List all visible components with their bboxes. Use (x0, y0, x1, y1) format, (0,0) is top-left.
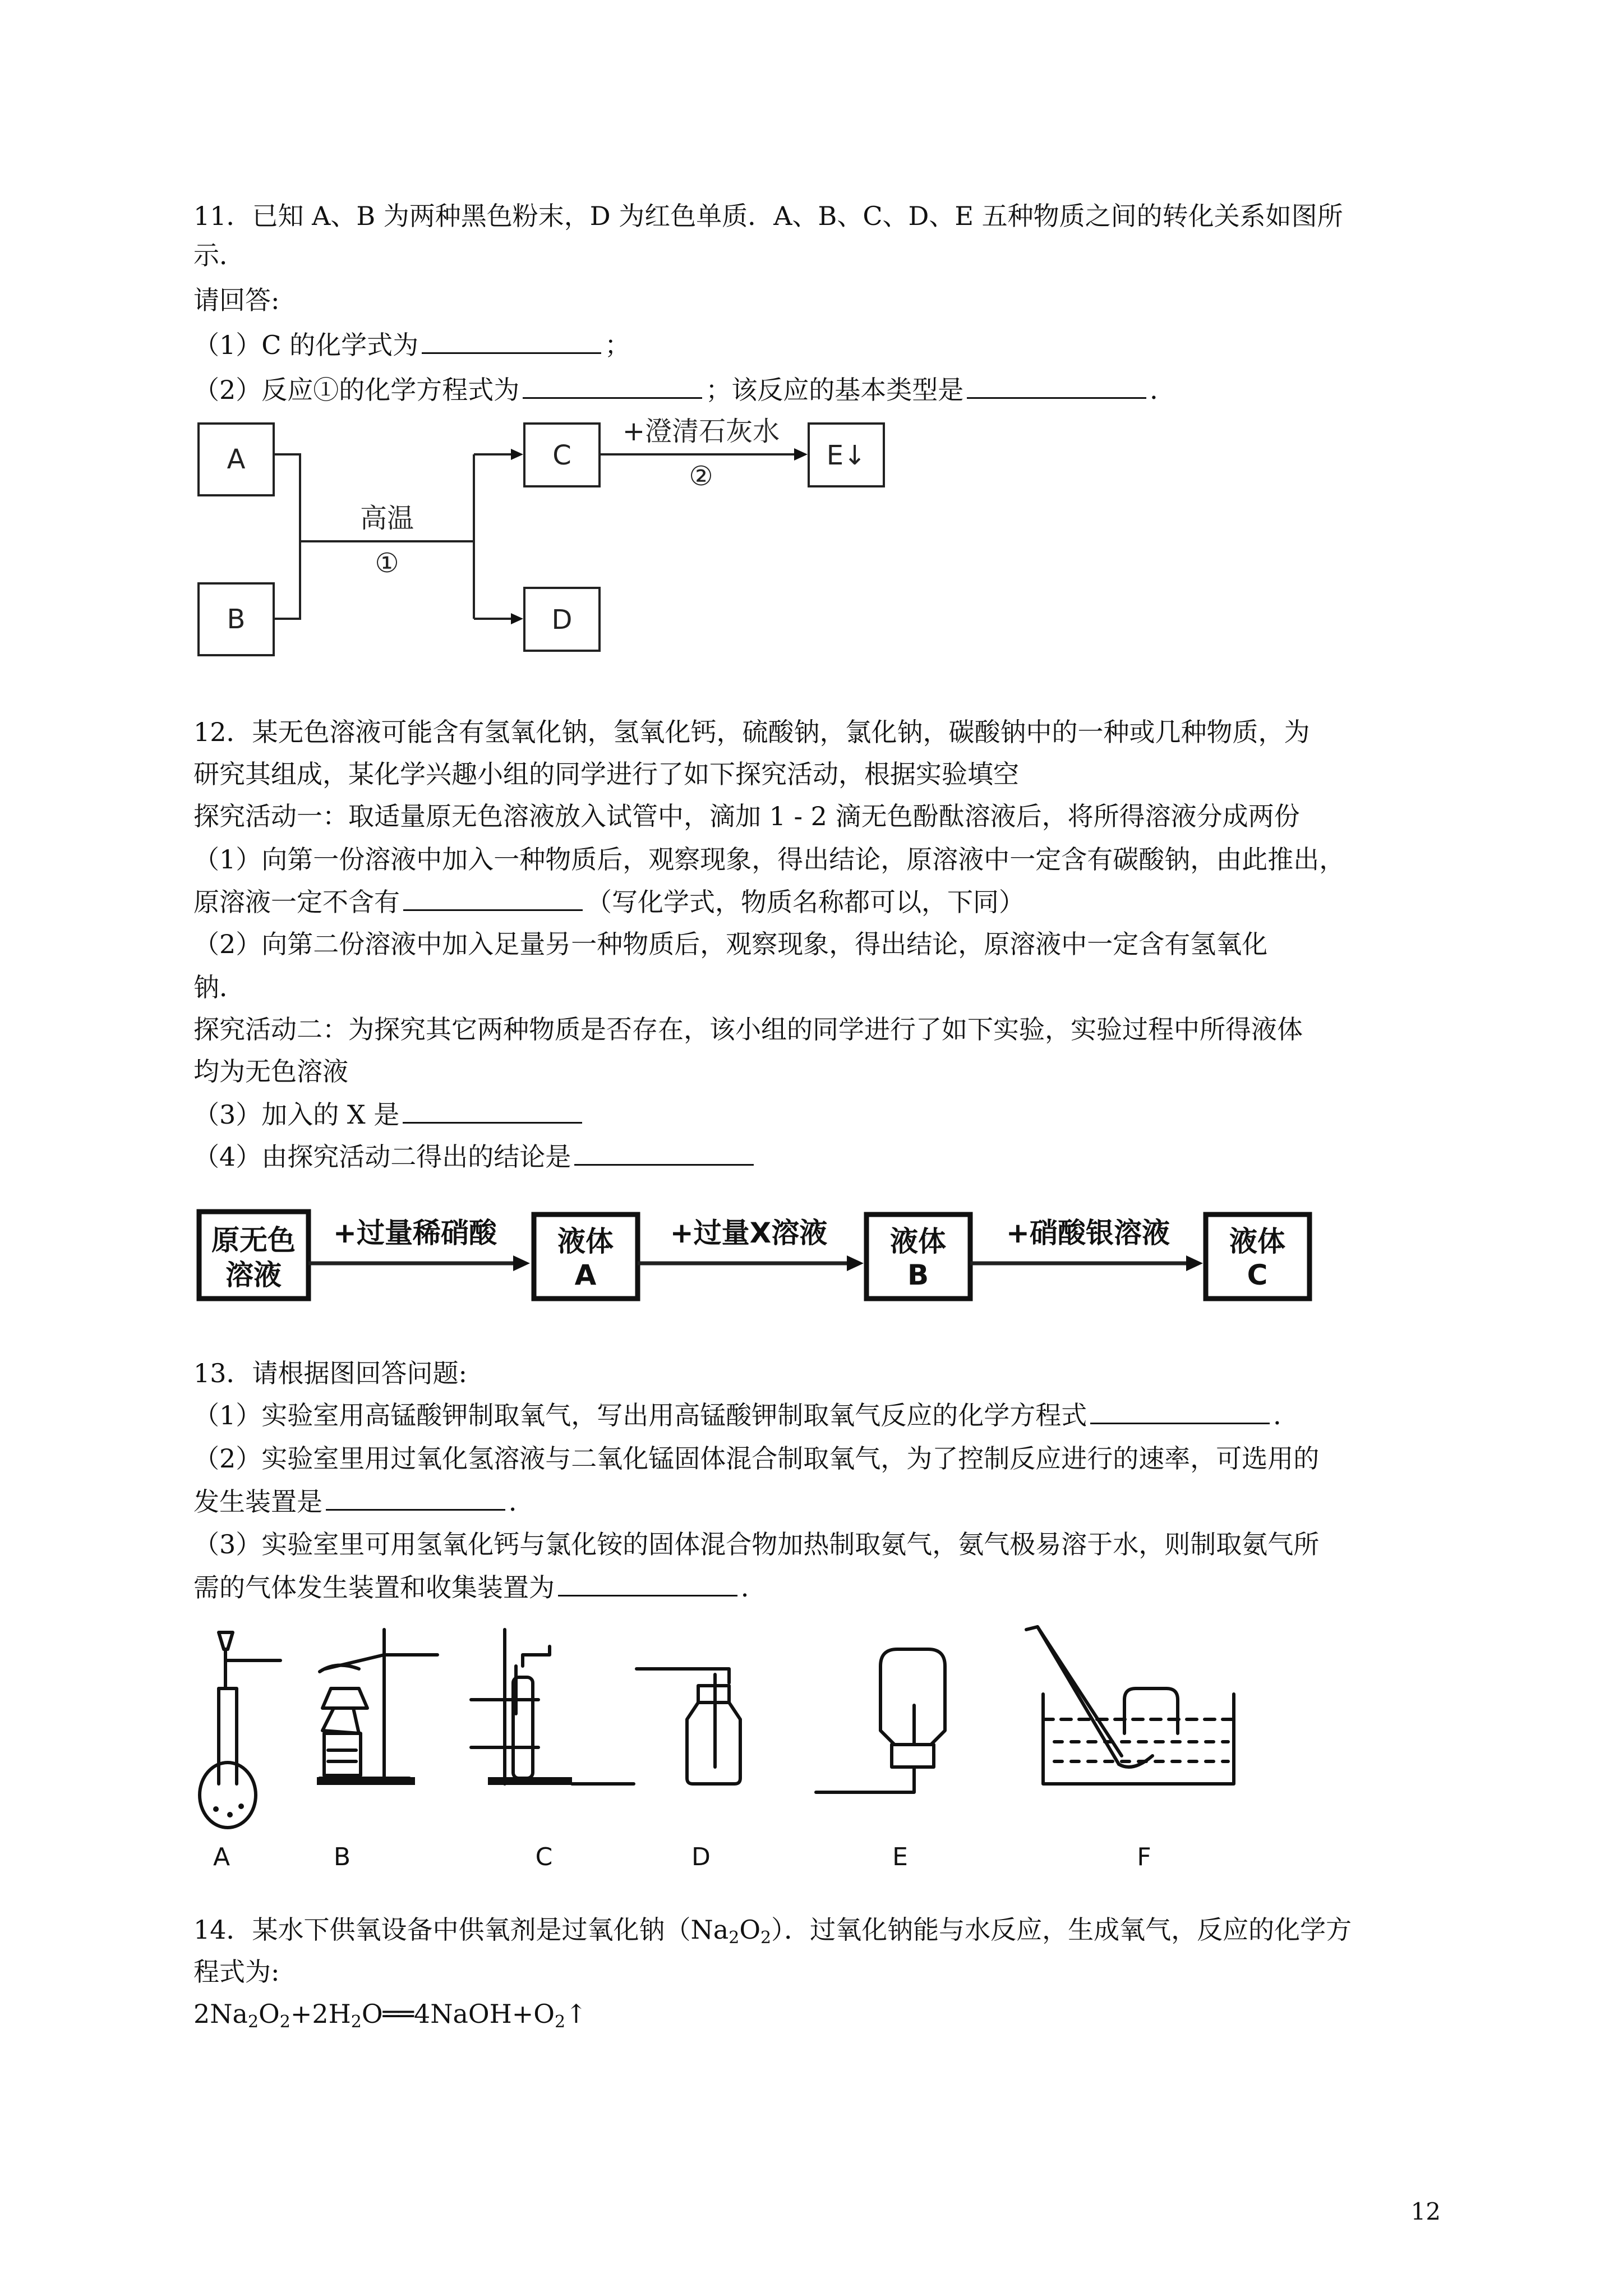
apparatus-label-e: E (892, 1843, 908, 1871)
q14-eq-sub-4: 2 (555, 2012, 566, 2032)
apparatus-label-a: A (213, 1843, 230, 1871)
q14-eq-a: 2Na (193, 1999, 248, 2029)
q12-line2: 研究其组成，某化学兴趣小组的同学进行了如下探究活动，根据实验填空 (193, 759, 1019, 789)
q14-line2: 程式为: (193, 1957, 280, 1987)
q12-part3 (193, 1098, 585, 1131)
q13-part2-line2 (193, 1485, 534, 1519)
q13-part1-end: ． (1273, 1400, 1299, 1430)
q12-arrowhead-2 (847, 1255, 864, 1271)
q11-part1-blank[interactable] (422, 329, 601, 354)
q14-line1-a: 14．某水下供氧设备中供氧剂是过氧化钠（Na (193, 1915, 729, 1945)
q11-part1 (193, 328, 630, 362)
q13-part1-blank[interactable] (1090, 1399, 1270, 1424)
q12-flow-diagram (191, 1200, 1329, 1313)
q14-sub-1: 2 (728, 1928, 740, 1948)
q12-line1: 12．某无色溶液可能含有氢氧化钠，氢氧化钙，硫酸钠，氯化钠，碳酸钠中的一种或几种物质，为 (193, 717, 1310, 747)
q12-part4-text: （4）由探究活动二得出的结论是 (193, 1142, 571, 1172)
q14-sub-2: 2 (760, 1928, 772, 1948)
q12-box-start-line2: 溶液 (225, 1259, 282, 1291)
q12-part4-blank[interactable] (574, 1140, 754, 1166)
apparatus-b-heating-icon (317, 1630, 437, 1785)
q12-arrowhead-1 (513, 1255, 530, 1271)
apparatus-label-c: C (535, 1843, 553, 1871)
q11-arrowhead-e (794, 448, 808, 461)
q13-part2-end: ． (509, 1487, 534, 1517)
q14-eq-d: O══4NaOH+O (361, 1999, 555, 2029)
q12-box-a-line1: 液体 (557, 1225, 614, 1258)
q14-line1-c: ）．过氧化钠能与水反应，生成氧气，反应的化学方 (771, 1915, 1352, 1945)
q14-line1 (193, 1913, 1352, 1955)
apparatus-label-f: F (1137, 1843, 1151, 1871)
q12-line7: 钠． (193, 972, 245, 1002)
q11-part2-text: （2）反应①的化学方程式为 (193, 375, 520, 405)
q11-arrowhead-d (511, 613, 523, 624)
apparatus-d-bottle-icon (637, 1669, 740, 1784)
q12-part4 (193, 1140, 757, 1174)
q12-line3: 探究活动一：取适量原无色溶液放入试管中，滴加 1 - 2 滴无色酚酞溶液后，将所得溶液分成两份 (193, 801, 1300, 831)
q13-part3-line2 (193, 1571, 767, 1604)
q13-part3-text: 需的气体发生装置和收集装置为 (193, 1572, 555, 1603)
q12-step2-label: +过量X溶液 (670, 1217, 828, 1249)
q12-box-b-line2: B (907, 1259, 929, 1291)
q12-part3-blank[interactable] (403, 1098, 582, 1124)
q12-box-c-line1: 液体 (1229, 1225, 1285, 1258)
q13-apparatus-figure (191, 1616, 1256, 1874)
q14-eq-sub-2: 2 (279, 2012, 291, 2032)
page-number: 12 (1410, 2198, 1441, 2225)
q11-reaction-diagram (191, 415, 976, 662)
q12-line5 (193, 885, 1025, 919)
q12-line8: 探究活动二：为探究其它两种物质是否存在，该小组的同学进行了如下实验，实验过程中所得液体 (193, 1014, 1303, 1045)
q11-box-e-label: E↓ (826, 440, 866, 471)
q14-eq-b: O (259, 1999, 280, 2029)
apparatus-a-flask-icon (200, 1632, 280, 1828)
q12-line6: （2）向第二份溶液中加入足量另一种物质后，观察现象，得出结论，原溶液中一定含有氢氧化 (193, 929, 1268, 959)
q11-part2-blank1[interactable] (523, 374, 702, 399)
q13-line1: 13．请根据图回答问题: (193, 1358, 468, 1388)
q11-box-c-label: C (552, 440, 571, 471)
q12-line4: （1）向第一份溶液中加入一种物质后，观察现象，得出结论，原溶液中一定含有碳酸钠，由此推出， (193, 844, 1345, 875)
q11-condition-high-temp: 高温 (359, 503, 414, 534)
q11-part2-end: ． (1150, 375, 1176, 405)
q12-line5-note: （写化学式，物质名称都可以，下同） (586, 887, 1025, 917)
q11-line2: 示． (193, 240, 245, 270)
q12-box-b-line1: 液体 (890, 1225, 946, 1258)
q13-part1 (193, 1398, 1299, 1432)
q12-part1-blank[interactable] (403, 886, 583, 911)
q13-part2-blank[interactable] (326, 1485, 505, 1511)
q11-box-a-label: A (227, 444, 246, 475)
q13-part3-end: ． (741, 1572, 767, 1603)
q14-eq-sub-3: 2 (351, 2012, 362, 2032)
q11-part2-blank2[interactable] (967, 374, 1146, 399)
apparatus-label-b: B (333, 1843, 351, 1871)
q14-eq-c: +2H (290, 1999, 351, 2029)
q11-part1-end: ； (605, 330, 631, 360)
q14-equation (193, 1997, 587, 2039)
q11-arrowhead-c (511, 449, 523, 460)
q11-condition-2-mark: ② (689, 461, 713, 492)
q11-line3: 请回答: (193, 285, 280, 315)
q12-line9: 均为无色溶液 (193, 1056, 348, 1087)
q11-box-b-label: B (227, 604, 246, 635)
apparatus-c-tube-icon (471, 1630, 634, 1785)
q11-bracket-left (274, 454, 300, 619)
apparatus-f-water-trough-icon (1026, 1627, 1234, 1784)
q11-part1-text: （1）C 的化学式为 (193, 330, 419, 360)
q11-box-d-label: D (551, 604, 573, 636)
q12-part3-text: （3）加入的 X 是 (193, 1099, 400, 1130)
q12-box-c-line2: C (1247, 1259, 1268, 1291)
q13-part3-blank[interactable] (558, 1571, 737, 1596)
q11-part2-mid: ；该反应的基本类型是 (706, 375, 964, 405)
q13-part1-text: （1）实验室用高锰酸钾制取氧气，写出用高锰酸钾制取氧气反应的化学方程式 (193, 1400, 1087, 1430)
q12-arrowhead-3 (1186, 1255, 1203, 1271)
q11-line1: 11．已知 A、B 为两种黑色粉末，D 为红色单质．A、B、C、D、E 五种物质之间的转化关系如图所 (193, 201, 1343, 231)
q13-part2-line1: （2）实验室里用过氧化氢溶液与二氧化锰固体混合制取氧气，为了控制反应进行的速率，可选用的 (193, 1443, 1320, 1474)
q12-line5-text: 原溶液一定不含有 (193, 887, 400, 917)
apparatus-e-inverted-bottle-icon (816, 1649, 945, 1792)
q14-eq-e: ↑ (565, 1999, 587, 2029)
q11-part2 (193, 373, 1175, 407)
q13-part3-line1: （3）实验室里可用氢氧化钙与氯化铵的固体混合物加热制取氨气，氨气极易溶于水，则制取氨气所 (193, 1529, 1320, 1559)
q14-eq-sub-1: 2 (247, 2012, 259, 2032)
q13-part2-text: 发生装置是 (193, 1487, 322, 1517)
apparatus-label-d: D (691, 1843, 711, 1871)
q11-condition-1-mark: ① (375, 547, 399, 579)
q12-step3-label: +硝酸银溶液 (1006, 1217, 1170, 1249)
q11-condition-limewater: +澄清石灰水 (622, 416, 780, 447)
q12-box-a-line2: A (574, 1259, 597, 1291)
q12-box-start-line1: 原无色 (211, 1224, 296, 1257)
q12-step1-label: +过量稀硝酸 (333, 1217, 497, 1249)
q14-line1-b: O (739, 1915, 761, 1945)
